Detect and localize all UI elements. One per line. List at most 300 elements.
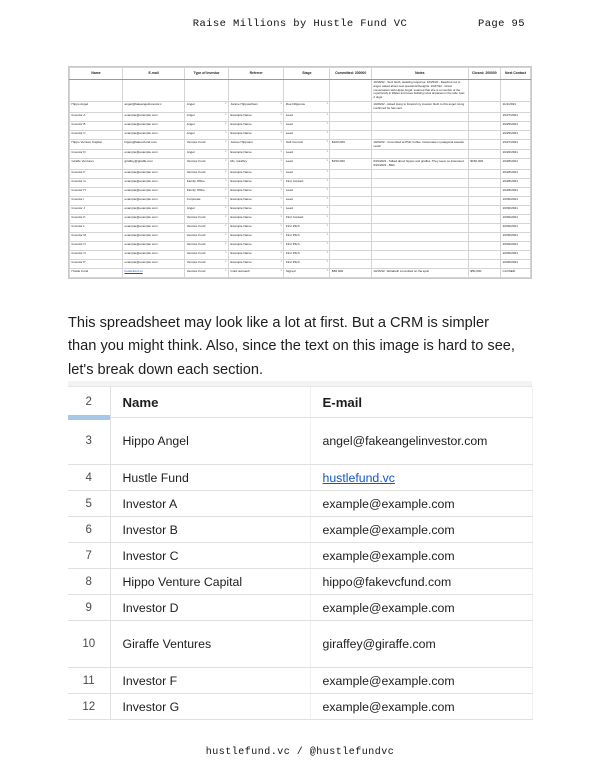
crm-table-row[interactable] xyxy=(70,224,531,233)
crm-cell-referrer[interactable]: Example Name ▾ xyxy=(229,251,284,260)
crm-cell-stage[interactable] xyxy=(284,80,330,102)
crm-cell-referrer[interactable]: Ms. Giraffey ▾ xyxy=(229,159,284,170)
crm-cell-name[interactable]: Investor M xyxy=(70,233,123,242)
crm-table-row[interactable] xyxy=(70,251,531,260)
crm-cell-email[interactable]: example@example.com xyxy=(123,224,185,233)
crm-cell-closed[interactable] xyxy=(468,170,500,179)
crm-cell-committed[interactable] xyxy=(330,233,371,242)
crm-cell-stage[interactable]: Lead ▾ xyxy=(284,112,330,121)
zoom-cell-email[interactable]: example@example.com xyxy=(310,668,532,694)
crm-cell-email[interactable]: example@example.com xyxy=(123,121,185,130)
chevron-down-icon[interactable]: ▾ xyxy=(326,170,328,174)
chevron-down-icon[interactable]: ▾ xyxy=(280,179,282,183)
crm-cell-email[interactable]: example@example.com xyxy=(123,170,185,179)
crm-cell-name[interactable]: Investor B xyxy=(70,121,123,130)
crm-cell-notes[interactable]: 10/20/22 - Committed at Philz Coffee. Great taste in patagonia sweater vests! xyxy=(371,139,468,150)
zoom-row-number[interactable]: 9 xyxy=(68,595,110,621)
chevron-down-icon[interactable]: ▾ xyxy=(225,260,227,264)
crm-cell-type[interactable]: Venture Fund ▾ xyxy=(185,215,229,224)
zoom-table-row[interactable] xyxy=(68,694,532,720)
crm-cell-name[interactable]: Hippo Venture Capital xyxy=(70,139,123,150)
crm-cell-type[interactable]: Angel ▾ xyxy=(185,206,229,215)
zoom-cell-email[interactable]: example@example.com xyxy=(310,491,532,517)
crm-cell-committed[interactable] xyxy=(330,150,371,159)
crm-cell-notes[interactable] xyxy=(371,150,468,159)
zoom-row-number[interactable]: 8 xyxy=(68,569,110,595)
crm-cell-referrer[interactable]: Example Name ▾ xyxy=(229,224,284,233)
crm-cell-next-contact[interactable]: 10/30/2021 xyxy=(500,260,530,269)
zoom-cell-name[interactable]: Investor B xyxy=(110,517,310,543)
crm-cell-type[interactable]: Venture Fund ▾ xyxy=(185,251,229,260)
crm-cell-committed[interactable] xyxy=(330,197,371,206)
chevron-down-icon[interactable]: ▾ xyxy=(280,260,282,264)
crm-cell-closed[interactable] xyxy=(468,188,500,197)
crm-cell-stage[interactable]: Lead ▾ xyxy=(284,170,330,179)
chevron-down-icon[interactable]: ▾ xyxy=(326,260,328,264)
zoom-table-row[interactable] xyxy=(68,491,532,517)
chevron-down-icon[interactable]: ▾ xyxy=(326,215,328,219)
crm-cell-committed[interactable]: $150,000 xyxy=(330,159,371,170)
crm-cell-committed[interactable] xyxy=(330,130,371,139)
crm-table-row[interactable] xyxy=(70,159,531,170)
chevron-down-icon[interactable]: ▾ xyxy=(280,188,282,192)
crm-cell-closed[interactable] xyxy=(468,121,500,130)
zoom-cell-email[interactable]: example@example.com xyxy=(310,517,532,543)
chevron-down-icon[interactable]: ▾ xyxy=(225,121,227,125)
chevron-down-icon[interactable]: ▾ xyxy=(280,121,282,125)
crm-cell-email[interactable]: giraffey@giraffe.com xyxy=(123,159,185,170)
crm-cell-next-contact[interactable]: 10/30/2021 xyxy=(500,206,530,215)
zoom-row-number[interactable]: 3 xyxy=(68,418,110,465)
crm-cell-notes[interactable] xyxy=(371,112,468,121)
crm-cell-email[interactable]: example@example.com xyxy=(123,251,185,260)
crm-table-row[interactable] xyxy=(70,188,531,197)
crm-cell-next-contact[interactable]: 10/30/2021 xyxy=(500,242,530,251)
chevron-down-icon[interactable]: ▾ xyxy=(280,206,282,210)
crm-table-row[interactable] xyxy=(70,80,531,102)
crm-cell-name[interactable]: Investor C xyxy=(70,130,123,139)
crm-cell-referrer[interactable]: Cold outreach ▾ xyxy=(229,269,284,278)
crm-cell-name[interactable]: Investor L xyxy=(70,224,123,233)
crm-cell-referrer[interactable]: Example Name ▾ xyxy=(229,233,284,242)
crm-cell-stage[interactable]: Lead ▾ xyxy=(284,121,330,130)
crm-cell-notes[interactable]: 10/15/22 - Elizabeth committed on the spot! xyxy=(371,269,468,278)
chevron-down-icon[interactable]: ▾ xyxy=(326,242,328,246)
zoom-row-number[interactable]: 11 xyxy=(68,668,110,694)
crm-cell-type[interactable]: Venture Fund ▾ xyxy=(185,224,229,233)
crm-cell-referrer[interactable]: Example Name ▾ xyxy=(229,179,284,188)
zoom-table-row[interactable] xyxy=(68,418,532,465)
crm-cell-closed[interactable] xyxy=(468,260,500,269)
chevron-down-icon[interactable]: ▾ xyxy=(326,159,328,163)
zoom-cell-name[interactable]: Hippo Angel xyxy=(110,418,310,465)
crm-cell-closed[interactable] xyxy=(468,224,500,233)
chevron-down-icon[interactable]: ▾ xyxy=(326,130,328,134)
zoom-email-link[interactable]: hustlefund.vc xyxy=(322,470,395,485)
crm-cell-stage[interactable]: Lead ▾ xyxy=(284,188,330,197)
crm-cell-next-contact[interactable]: 11/1/2021 xyxy=(500,102,530,113)
crm-cell-next-contact[interactable]: 10/27/2021 xyxy=(500,139,530,150)
crm-cell-email[interactable] xyxy=(123,80,185,102)
crm-cell-type[interactable]: Angel ▾ xyxy=(185,121,229,130)
crm-cell-email[interactable]: example@example.com xyxy=(123,197,185,206)
crm-cell-type[interactable]: Venture Fund ▾ xyxy=(185,242,229,251)
crm-cell-stage[interactable]: First Pitch ▾ xyxy=(284,233,330,242)
crm-cell-committed[interactable] xyxy=(330,170,371,179)
zoom-table-row[interactable] xyxy=(68,668,532,694)
chevron-down-icon[interactable]: ▾ xyxy=(280,130,282,134)
crm-cell-type[interactable]: Venture Fund ▾ xyxy=(185,233,229,242)
crm-cell-referrer[interactable]: James Hippoton ▾ xyxy=(229,139,284,150)
crm-cell-closed[interactable]: $150,000 xyxy=(468,159,500,170)
crm-cell-closed[interactable] xyxy=(468,242,500,251)
crm-cell-notes[interactable]: 10/29/22 - Asked Hung to forward my investor blurb to this angel. Hung confirmed he has sent. xyxy=(371,102,468,113)
crm-cell-type[interactable]: Venture Fund ▾ xyxy=(185,170,229,179)
chevron-down-icon[interactable]: ▾ xyxy=(326,233,328,237)
crm-cell-referrer[interactable]: Example Name ▾ xyxy=(229,242,284,251)
crm-cell-name[interactable]: Investor O xyxy=(70,251,123,260)
crm-cell-email[interactable]: example@example.com xyxy=(123,260,185,269)
crm-cell-email[interactable]: example@example.com xyxy=(123,112,185,121)
crm-table-row[interactable] xyxy=(70,121,531,130)
zoom-row-number[interactable]: 10 xyxy=(68,621,110,668)
crm-cell-name[interactable]: Hippo Angel xyxy=(70,102,123,113)
crm-cell-next-contact[interactable]: 10/28/2021 xyxy=(500,179,530,188)
crm-spreadsheet-screenshot xyxy=(68,66,532,279)
crm-cell-referrer[interactable]: Example Name ▾ xyxy=(229,197,284,206)
crm-cell-notes[interactable] xyxy=(371,130,468,139)
crm-cell-referrer[interactable]: Example Name ▾ xyxy=(229,206,284,215)
crm-cell-stage[interactable]: Lead ▾ xyxy=(284,206,330,215)
crm-cell-next-contact[interactable]: 10/25/2021 xyxy=(500,130,530,139)
zoom-cell-email[interactable]: example@example.com xyxy=(310,595,532,621)
crm-cell-next-contact[interactable]: 10/28/2021 xyxy=(500,170,530,179)
crm-table-row[interactable] xyxy=(70,197,531,206)
zoom-row-number[interactable]: 6 xyxy=(68,517,110,543)
zoom-table-row[interactable] xyxy=(68,543,532,569)
crm-cell-name[interactable]: Investor G xyxy=(70,179,123,188)
zoom-row-number[interactable]: 4 xyxy=(68,465,110,491)
crm-cell-notes[interactable] xyxy=(371,121,468,130)
zoom-cell-name[interactable]: Investor C xyxy=(110,543,310,569)
zoom-table-row[interactable] xyxy=(68,595,532,621)
crm-cell-committed[interactable]: $50,000 xyxy=(330,269,371,278)
crm-cell-stage[interactable]: First Pitch ▾ xyxy=(284,251,330,260)
zoom-table-row[interactable] xyxy=(68,621,532,668)
crm-cell-next-contact[interactable]: 10/30/2021 xyxy=(500,233,530,242)
crm-cell-referrer[interactable] xyxy=(229,80,284,102)
crm-cell-notes[interactable] xyxy=(371,206,468,215)
crm-cell-email[interactable]: example@example.com xyxy=(123,233,185,242)
zoom-cell-email[interactable]: giraffey@giraffe.com xyxy=(310,621,532,668)
crm-cell-referrer[interactable]: Example Name ▾ xyxy=(229,260,284,269)
chevron-down-icon[interactable]: ▾ xyxy=(225,188,227,192)
crm-cell-closed[interactable] xyxy=(468,251,500,260)
chevron-down-icon[interactable]: ▾ xyxy=(280,251,282,255)
chevron-down-icon[interactable]: ▾ xyxy=(280,215,282,219)
crm-cell-referrer[interactable]: Example Name ▾ xyxy=(229,188,284,197)
crm-cell-type[interactable]: Angel ▾ xyxy=(185,130,229,139)
chevron-down-icon[interactable]: ▾ xyxy=(280,224,282,228)
crm-cell-notes[interactable]: 9/15/2022 - Talked about hippos and giraffes. They seem so interested. 9/16/2022 - Blah. xyxy=(371,159,468,170)
crm-cell-email[interactable] xyxy=(123,269,185,278)
chevron-down-icon[interactable]: ▾ xyxy=(280,159,282,163)
crm-table-row[interactable] xyxy=(70,233,531,242)
chevron-down-icon[interactable]: ▾ xyxy=(326,179,328,183)
crm-cell-committed[interactable]: $100,000 xyxy=(330,139,371,150)
crm-cell-notes[interactable]: 10/18/22 - Sent blurb, awaiting response. 10/25/22 - Reached out to angel, asked about new questions/thoughts. 10/27/22 - Great conversation with Hippo Angel. Learned that she is a member of the royal family in Wales and loves building robot airplanes in the side. Has 2 dogs. xyxy=(371,80,468,102)
crm-cell-type[interactable]: Angel ▾ xyxy=(185,112,229,121)
chevron-down-icon[interactable]: ▾ xyxy=(280,269,282,273)
crm-table-row[interactable] xyxy=(70,242,531,251)
zoom-table-row[interactable] xyxy=(68,465,532,491)
crm-cell-committed[interactable] xyxy=(330,260,371,269)
crm-cell-email[interactable]: angel@fakeangelinvestor.c xyxy=(123,102,185,113)
crm-cell-closed[interactable]: $50,000 xyxy=(468,269,500,278)
crm-cell-referrer[interactable]: Example Name ▾ xyxy=(229,215,284,224)
zoom-cell-name[interactable]: Hustle Fund xyxy=(110,465,310,491)
crm-cell-next-contact[interactable]: 10/25/2021 xyxy=(500,121,530,130)
crm-cell-closed[interactable] xyxy=(468,206,500,215)
crm-cell-email[interactable]: example@example.com xyxy=(123,188,185,197)
crm-cell-stage[interactable]: First Pitch ▾ xyxy=(284,260,330,269)
crm-cell-stage[interactable]: Lead ▾ xyxy=(284,159,330,170)
crm-cell-stage[interactable]: Lead ▾ xyxy=(284,197,330,206)
chevron-down-icon[interactable]: ▾ xyxy=(225,130,227,134)
crm-table-row[interactable] xyxy=(70,206,531,215)
chevron-down-icon[interactable]: ▾ xyxy=(326,197,328,201)
crm-cell-committed[interactable] xyxy=(330,242,371,251)
chevron-down-icon[interactable]: ▾ xyxy=(225,170,227,174)
crm-cell-closed[interactable] xyxy=(468,215,500,224)
chevron-down-icon[interactable]: ▾ xyxy=(225,179,227,183)
chevron-down-icon[interactable]: ▾ xyxy=(280,102,282,106)
crm-cell-committed[interactable] xyxy=(330,206,371,215)
crm-cell-referrer[interactable]: Example Name ▾ xyxy=(229,121,284,130)
crm-cell-committed[interactable] xyxy=(330,251,371,260)
crm-cell-closed[interactable] xyxy=(468,130,500,139)
crm-cell-type[interactable]: Angel ▾ xyxy=(185,102,229,113)
chevron-down-icon[interactable]: ▾ xyxy=(225,112,227,116)
crm-cell-notes[interactable] xyxy=(371,260,468,269)
zoom-table-row[interactable] xyxy=(68,517,532,543)
chevron-down-icon[interactable]: ▾ xyxy=(326,121,328,125)
chevron-down-icon[interactable]: ▾ xyxy=(225,233,227,237)
crm-cell-committed[interactable] xyxy=(330,80,371,102)
crm-cell-name[interactable]: Investor D xyxy=(70,150,123,159)
crm-cell-closed[interactable] xyxy=(468,197,500,206)
crm-cell-referrer[interactable]: Example Name ▾ xyxy=(229,170,284,179)
crm-cell-notes[interactable] xyxy=(371,233,468,242)
crm-cell-closed[interactable] xyxy=(468,139,500,150)
crm-cell-next-contact[interactable]: 10/30/2021 xyxy=(500,215,530,224)
zoom-cell-name[interactable]: Investor D xyxy=(110,595,310,621)
crm-cell-email[interactable]: example@example.com xyxy=(123,206,185,215)
crm-cell-type[interactable] xyxy=(185,80,229,102)
crm-cell-stage[interactable]: Signed ▾ xyxy=(284,269,330,278)
chevron-down-icon[interactable]: ▾ xyxy=(326,251,328,255)
crm-cell-name[interactable]: Investor P xyxy=(70,260,123,269)
chevron-down-icon[interactable]: ▾ xyxy=(225,197,227,201)
crm-cell-next-contact[interactable]: 10/26/2021 xyxy=(500,150,530,159)
zoom-cell-name[interactable]: Investor F xyxy=(110,668,310,694)
crm-cell-name[interactable]: Giraffe Ventures xyxy=(70,159,123,170)
crm-cell-committed[interactable] xyxy=(330,102,371,113)
crm-table-row[interactable] xyxy=(70,269,531,278)
crm-cell-stage[interactable]: First Pitch ▾ xyxy=(284,242,330,251)
crm-cell-type[interactable]: Venture Fund ▾ xyxy=(185,139,229,150)
crm-cell-closed[interactable] xyxy=(468,150,500,159)
chevron-down-icon[interactable]: ▾ xyxy=(225,150,227,154)
crm-cell-name[interactable] xyxy=(70,80,123,102)
crm-cell-stage[interactable]: First Pitch ▾ xyxy=(284,224,330,233)
zoom-cell-email[interactable]: hippo@fakevcfund.com xyxy=(310,569,532,595)
crm-cell-closed[interactable] xyxy=(468,179,500,188)
crm-cell-email[interactable]: example@example.com xyxy=(123,179,185,188)
crm-table-row[interactable] xyxy=(70,150,531,159)
zoom-table-row[interactable] xyxy=(68,569,532,595)
chevron-down-icon[interactable]: ▾ xyxy=(225,251,227,255)
chevron-down-icon[interactable]: ▾ xyxy=(326,139,328,143)
crm-cell-next-contact[interactable]: 10/30/2021 xyxy=(500,224,530,233)
crm-cell-name[interactable]: Investor I xyxy=(70,197,123,206)
chevron-down-icon[interactable]: ▾ xyxy=(280,197,282,201)
crm-table-row[interactable] xyxy=(70,112,531,121)
crm-cell-type[interactable]: Venture Fund ▾ xyxy=(185,260,229,269)
crm-cell-name[interactable]: Investor A xyxy=(70,112,123,121)
crm-cell-closed[interactable] xyxy=(468,233,500,242)
crm-table-row[interactable] xyxy=(70,102,531,113)
crm-cell-stage[interactable]: First Contact ▾ xyxy=(284,179,330,188)
crm-cell-notes[interactable] xyxy=(371,251,468,260)
zoom-row-number[interactable]: 5 xyxy=(68,491,110,517)
crm-table-row[interactable] xyxy=(70,139,531,150)
chevron-down-icon[interactable]: ▾ xyxy=(326,150,328,154)
crm-cell-committed[interactable] xyxy=(330,215,371,224)
crm-table-row[interactable] xyxy=(70,170,531,179)
zoom-cell-name[interactable]: Giraffe Ventures xyxy=(110,621,310,668)
chevron-down-icon[interactable]: ▾ xyxy=(225,242,227,246)
chevron-down-icon[interactable]: ▾ xyxy=(326,224,328,228)
crm-cell-email[interactable]: example@example.com xyxy=(123,215,185,224)
crm-cell-notes[interactable] xyxy=(371,215,468,224)
crm-cell-notes[interactable] xyxy=(371,197,468,206)
crm-table-row[interactable] xyxy=(70,260,531,269)
crm-cell-next-contact[interactable] xyxy=(500,80,530,102)
chevron-down-icon[interactable]: ▾ xyxy=(280,139,282,143)
crm-cell-stage[interactable]: Due Diligence ▾ xyxy=(284,102,330,113)
zoom-cell-name[interactable]: Hippo Venture Capital xyxy=(110,569,310,595)
chevron-down-icon[interactable]: ▾ xyxy=(280,112,282,116)
crm-cell-closed[interactable] xyxy=(468,102,500,113)
chevron-down-icon[interactable]: ▾ xyxy=(225,215,227,219)
crm-cell-closed[interactable] xyxy=(468,80,500,102)
crm-cell-name[interactable]: Investor N xyxy=(70,242,123,251)
crm-cell-stage[interactable]: First Contact ▾ xyxy=(284,215,330,224)
crm-cell-email[interactable]: example@example.com xyxy=(123,242,185,251)
crm-cell-name[interactable]: Investor K xyxy=(70,215,123,224)
chevron-down-icon[interactable]: ▾ xyxy=(326,188,328,192)
chevron-down-icon[interactable]: ▾ xyxy=(225,159,227,163)
crm-cell-stage[interactable]: Lead ▾ xyxy=(284,150,330,159)
crm-table-row[interactable] xyxy=(70,179,531,188)
crm-cell-next-contact[interactable]: 10/28/2021 xyxy=(500,159,530,170)
zoom-cell-email[interactable] xyxy=(310,465,532,491)
crm-table-row[interactable] xyxy=(70,215,531,224)
crm-table-row[interactable] xyxy=(70,130,531,139)
crm-email-link[interactable]: hustlefund.vc xyxy=(124,269,143,274)
crm-cell-type[interactable]: Family Office ▾ xyxy=(185,179,229,188)
crm-cell-name[interactable]: Hustle Fund xyxy=(70,269,123,278)
crm-cell-next-contact[interactable]: 10/30/2021 xyxy=(500,251,530,260)
crm-cell-notes[interactable] xyxy=(371,188,468,197)
crm-cell-next-contact[interactable]: 10/30/2021 xyxy=(500,197,530,206)
crm-cell-next-contact[interactable]: 10/27/2021 xyxy=(500,112,530,121)
crm-cell-committed[interactable] xyxy=(330,179,371,188)
crm-cell-committed[interactable] xyxy=(330,121,371,130)
chevron-down-icon[interactable]: ▾ xyxy=(326,102,328,106)
crm-cell-name[interactable]: Investor H xyxy=(70,188,123,197)
crm-cell-referrer[interactable]: Janine Hippotothem ▾ xyxy=(229,102,284,113)
chevron-down-icon[interactable]: ▾ xyxy=(280,242,282,246)
chevron-down-icon[interactable]: ▾ xyxy=(225,269,227,273)
crm-cell-committed[interactable] xyxy=(330,224,371,233)
crm-cell-type[interactable]: Venture Fund ▾ xyxy=(185,269,229,278)
chevron-down-icon[interactable]: ▾ xyxy=(225,206,227,210)
crm-cell-next-contact[interactable]: CLOSED xyxy=(500,269,530,278)
chevron-down-icon[interactable]: ▾ xyxy=(280,233,282,237)
zoom-row-number[interactable]: 12 xyxy=(68,694,110,720)
crm-cell-committed[interactable] xyxy=(330,188,371,197)
chevron-down-icon[interactable]: ▾ xyxy=(225,102,227,106)
crm-cell-notes[interactable] xyxy=(371,242,468,251)
crm-cell-email[interactable]: example@example.com xyxy=(123,130,185,139)
zoom-cell-email[interactable]: example@example.com xyxy=(310,694,532,720)
crm-cell-type[interactable]: Family Office ▾ xyxy=(185,188,229,197)
crm-cell-email[interactable]: example@example.com xyxy=(123,150,185,159)
crm-cell-referrer[interactable]: Example Name ▾ xyxy=(229,112,284,121)
crm-cell-notes[interactable] xyxy=(371,224,468,233)
chevron-down-icon[interactable]: ▾ xyxy=(326,206,328,210)
crm-cell-email[interactable]: hippo@fakevcfund.com xyxy=(123,139,185,150)
crm-cell-name[interactable]: Investor J xyxy=(70,206,123,215)
zoom-row-number[interactable]: 7 xyxy=(68,543,110,569)
crm-cell-committed[interactable] xyxy=(330,112,371,121)
crm-cell-closed[interactable] xyxy=(468,112,500,121)
chevron-down-icon[interactable]: ▾ xyxy=(280,150,282,154)
crm-cell-type[interactable]: Venture Fund ▾ xyxy=(185,159,229,170)
zoom-cell-email[interactable]: example@example.com xyxy=(310,543,532,569)
crm-cell-next-contact[interactable]: 10/28/2021 xyxy=(500,188,530,197)
crm-cell-name[interactable]: Investor F xyxy=(70,170,123,179)
chevron-down-icon[interactable]: ▾ xyxy=(326,112,328,116)
crm-cell-type[interactable]: Angel ▾ xyxy=(185,150,229,159)
chevron-down-icon[interactable]: ▾ xyxy=(280,170,282,174)
crm-cell-type[interactable]: Corporate ▾ xyxy=(185,197,229,206)
crm-cell-notes[interactable] xyxy=(371,179,468,188)
zoom-cell-name[interactable]: Investor A xyxy=(110,491,310,517)
chevron-down-icon[interactable]: ▾ xyxy=(225,139,227,143)
crm-cell-stage[interactable]: Soft Commit ▾ xyxy=(284,139,330,150)
zoom-cell-email[interactable]: angel@fakeangelinvestor.com xyxy=(310,418,532,465)
zoom-cell-name[interactable]: Investor G xyxy=(110,694,310,720)
crm-cell-referrer[interactable]: Example Name ▾ xyxy=(229,130,284,139)
crm-cell-referrer[interactable]: Example Name ▾ xyxy=(229,150,284,159)
chevron-down-icon[interactable]: ▾ xyxy=(326,269,328,273)
crm-cell-stage[interactable]: Lead ▾ xyxy=(284,130,330,139)
chevron-down-icon[interactable]: ▾ xyxy=(225,224,227,228)
crm-cell-notes[interactable] xyxy=(371,170,468,179)
